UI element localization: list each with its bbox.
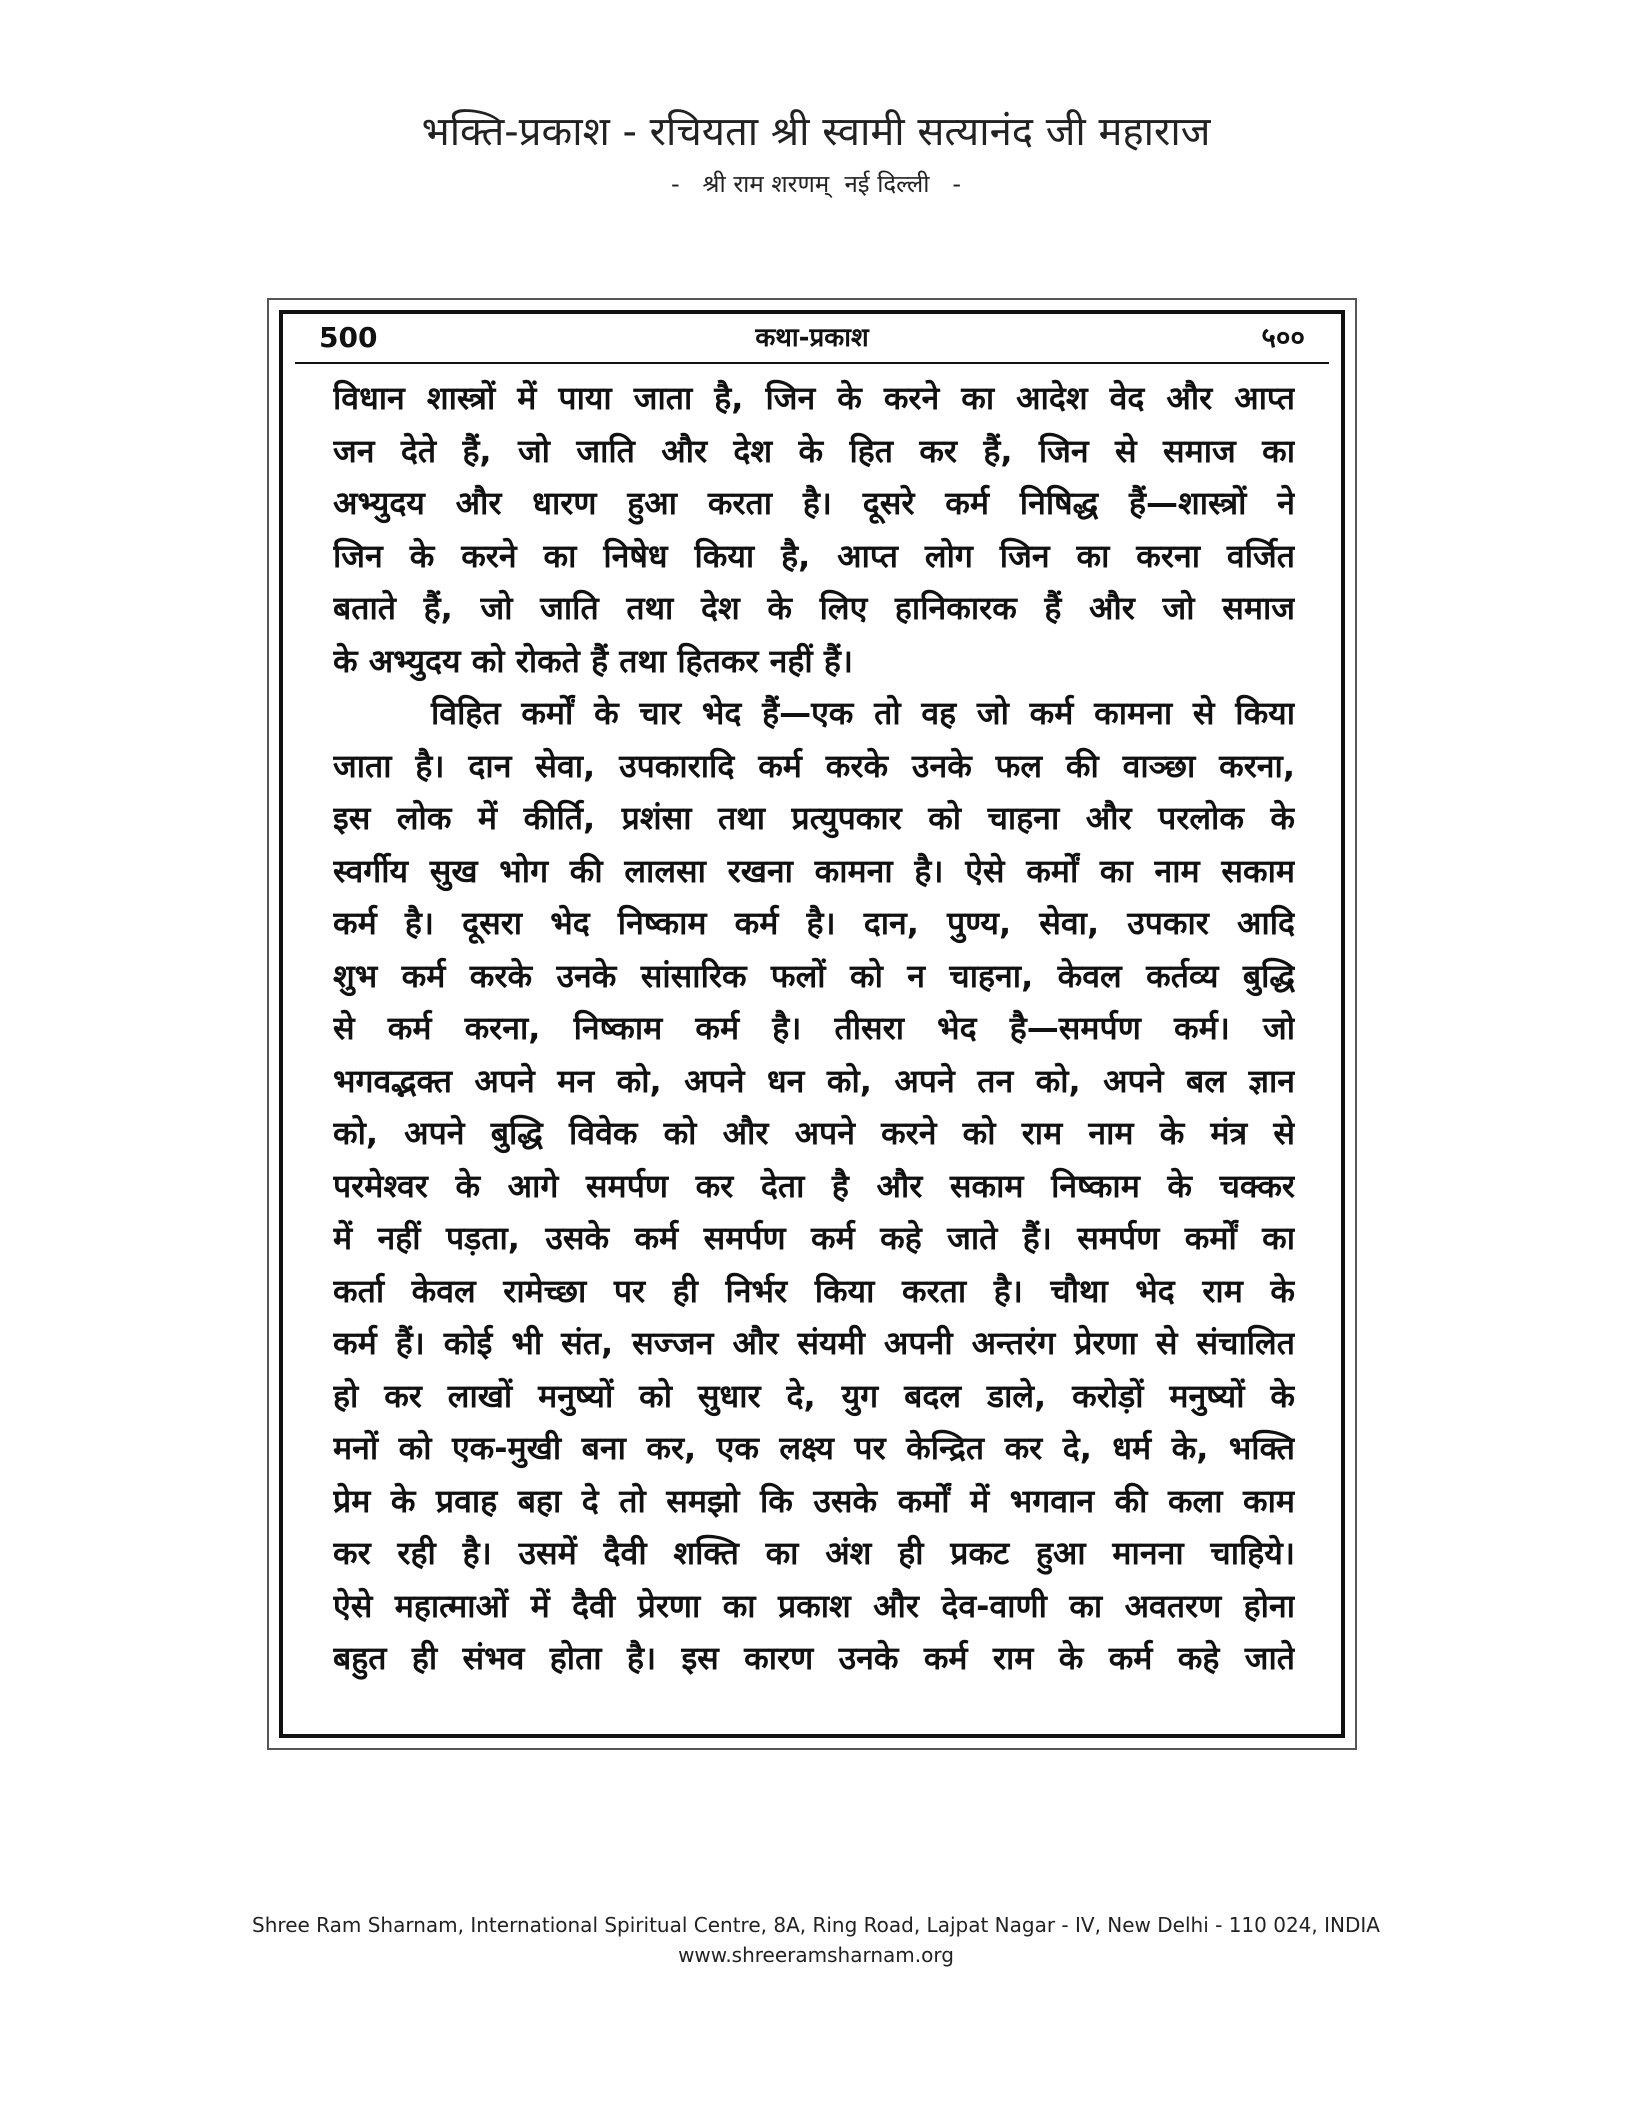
page-header (295, 318, 1329, 360)
text-line: प्रेम के प्रवाह बहा दे तो समझो कि उसके कर्मों में भगवान की कला काम (333, 1481, 1295, 1520)
text-line: अभ्युदय और धारण हुआ करता है। दूसरे कर्म निषिद्ध हैं—शास्त्रों ने (333, 484, 1295, 522)
text-line: मनों को एक-मुखी बना कर, एक लक्ष्य पर केन्द्रित कर दे, धर्म के, भक्ति (333, 1429, 1295, 1467)
body-text (333, 372, 1295, 1685)
text-line: जाता है। दान सेवा, उपकारादि कर्म करके उनके फल की वाञ्छा करना, (333, 746, 1295, 785)
text-line: स्वर्गीय सुख भोग की लालसा रखना कामना है। ऐसे कर्मों का नाम सकाम (333, 851, 1295, 890)
text-line: जिन के करने का निषेध किया है, आप्त लोग जिन का करना वर्जित (333, 536, 1295, 575)
header-rule (295, 362, 1329, 364)
text-line: परमेश्वर के आगे समर्पण कर देता है और सकाम निष्काम के चक्कर (333, 1166, 1295, 1205)
text-line: के अभ्युदय को रोकते हैं तथा हितकर नहीं हैं। (333, 641, 853, 680)
text-line: भगवद्भक्त अपने मन को, अपने धन को, अपने तन को, अपने बल ज्ञान (333, 1061, 1295, 1100)
text-line: बताते हैं, जो जाति तथा देश के लिए हानिकारक हैं और जो समाज (333, 589, 1295, 627)
text-line: जन देते हैं, जो जाति और देश के हित कर हैं, जिन से समाज का (333, 431, 1295, 470)
text-line: विधान शास्त्रों में पाया जाता है, जिन के करने का आदेश वेद और आप्त (333, 379, 1295, 417)
footer-address: Shree Ram Sharnam, International Spiritual Centre, 8A, Ring Road, Lajpat Nagar - IV, New Delhi - 110 024, INDIA (252, 1913, 1380, 1937)
text-line: से कर्म करना, निष्काम कर्म है। तीसरा भेद है—समर्पण कर्म। जो (333, 1009, 1295, 1047)
text-line: में नहीं पड़ता, उसके कर्म समर्पण कर्म कहे जाते हैं। समर्पण कर्मों का (333, 1219, 1295, 1257)
text-line: हो कर लाखों मनुष्यों को सुधार दे, युग बदल डाले, करोड़ों मनुष्यों के (333, 1376, 1295, 1415)
text-line: कर्म हैं। कोई भी संत, सज्जन और संयमी अपनी अन्तरंग प्रेरणा से संचालित (333, 1324, 1295, 1362)
text-line: कर रही है। उसमें दैवी शक्ति का अंश ही प्रकट हुआ मानना चाहिये। (333, 1534, 1295, 1572)
text-line: विहित कर्मों के चार भेद हैं—एक तो वह जो कर्म कामना से किया (431, 694, 1295, 732)
text-line: बहुत ही संभव होता है। इस कारण उनके कर्म राम के कर्म कहे जाते (333, 1639, 1295, 1677)
text-line: कर्ता केवल रामेच्छा पर ही निर्भर किया करता है। चौथा भेद राम के (333, 1271, 1295, 1310)
footer-website: www.shreeramsharnam.org (678, 1943, 954, 1967)
document-title: भक्ति-प्रकाश - रचियता श्री स्वामी सत्यानंद जी महाराज (421, 109, 1211, 155)
text-line: इस लोक में कीर्ति, प्रशंसा तथा प्रत्युपकार को चाहना और परलोक के (333, 799, 1295, 837)
text-line: ऐसे महात्माओं में दैवी प्रेरणा का प्रकाश और देव-वाणी का अवतरण होना (333, 1586, 1295, 1625)
page-number-latin: 500 (319, 321, 378, 354)
page-number-devanagari: ५०० (1261, 321, 1305, 354)
text-line: शुभ कर्म करके उनके सांसारिक फलों को न चाहना, केवल कर्तव्य बुद्धि (333, 956, 1295, 995)
text-line: कर्म है। दूसरा भेद निष्काम कर्म है। दान, पुण्य, सेवा, उपकार आदि (333, 904, 1295, 942)
running-title: कथा-प्रकाश (755, 323, 869, 353)
text-line: को, अपने बुद्धि विवेक को और अपने करने को राम नाम के मंत्र से (333, 1114, 1295, 1152)
document-subtitle: - श्री राम शरणम् नई दिल्ली - (670, 170, 962, 198)
